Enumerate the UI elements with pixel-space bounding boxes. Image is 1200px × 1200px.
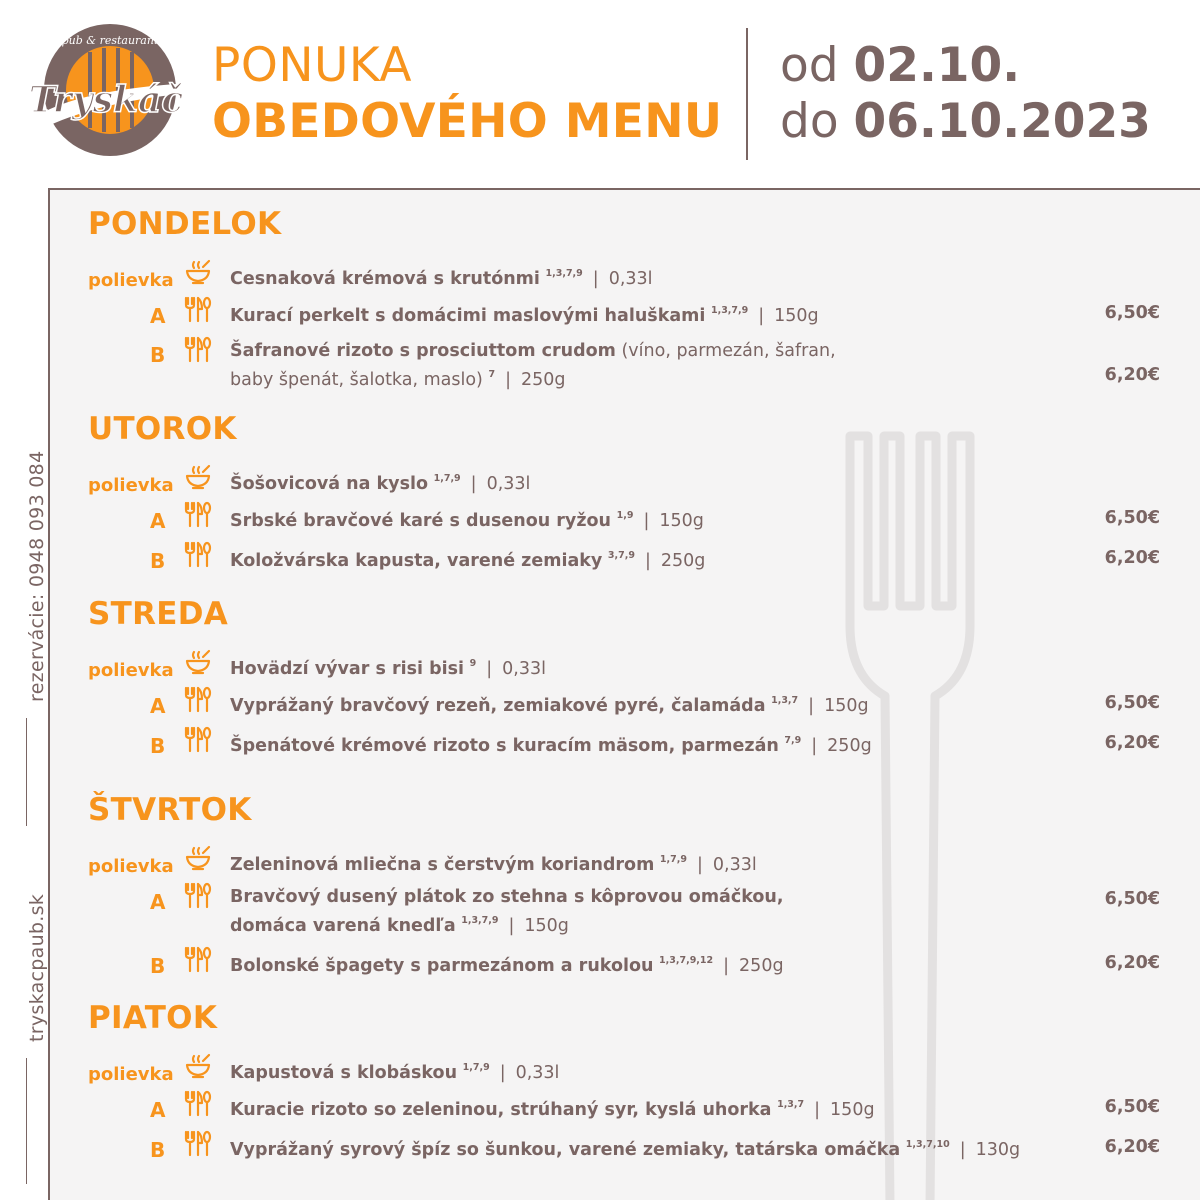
separator: | <box>592 269 599 289</box>
dish-name: Cesnaková krémová s krutónmi <box>230 269 540 289</box>
dish-name-cont: baby špenát, šalotka, maslo) <box>230 370 483 390</box>
date-to-prefix: do <box>780 94 839 149</box>
soup-bowl-icon <box>184 1052 212 1080</box>
meal-label-a: A <box>150 1098 166 1122</box>
allergens: 1,7,9 <box>462 1062 490 1073</box>
side-divider <box>26 1058 27 1184</box>
soup-bowl-icon <box>184 648 212 676</box>
reservation-phone: rezervácie: 0948 093 084 <box>26 450 48 702</box>
portion: 0,33l <box>515 1063 560 1083</box>
dish-extra: (víno, parmezán, šafran, <box>615 341 836 361</box>
menu-title <box>212 38 722 150</box>
separator: | <box>758 306 765 326</box>
allergens: 1,3,7,10 <box>905 1139 950 1150</box>
dish-name: Šošovicová na kyslo <box>230 474 429 494</box>
cutlery-icon <box>184 295 212 323</box>
separator: | <box>644 551 651 571</box>
day-heading: STREDA <box>88 596 229 632</box>
dish-line <box>230 652 546 681</box>
allergens: 1,7,9 <box>433 473 461 484</box>
dish-name: Vyprážaný bravčový rezeň, zemiakové pyré, čalamáda <box>230 696 766 716</box>
cutlery-icon <box>184 945 212 973</box>
dish-line <box>230 949 784 978</box>
soup-label: polievka <box>88 475 174 496</box>
side-strip <box>0 0 50 1200</box>
separator: | <box>808 696 815 716</box>
dish-line <box>230 1056 559 1085</box>
date-from-prefix: od <box>780 38 839 93</box>
dish-line <box>230 689 869 718</box>
cutlery-icon <box>184 685 212 713</box>
price-a: 6,50€ <box>1104 693 1160 713</box>
allergens: 1,7,9 <box>659 854 687 865</box>
meal-label-b: B <box>150 343 166 367</box>
portion: 0,33l <box>486 474 531 494</box>
dish-text <box>230 262 653 291</box>
dish-text <box>230 1133 1020 1162</box>
title-line-1: PONUKA <box>212 38 413 93</box>
fork-watermark-icon <box>840 426 980 1200</box>
price-b: 6,20€ <box>1104 733 1160 753</box>
day-heading: PIATOK <box>88 1000 218 1036</box>
logo-wordmark: Tryskáč <box>28 79 184 121</box>
dish-name: Kapustová s klobáskou <box>230 1063 458 1083</box>
meal-label-a: A <box>150 890 166 914</box>
separator: | <box>811 736 818 756</box>
portion: 250g <box>660 551 706 571</box>
allergens: 1,3,7 <box>777 1099 805 1110</box>
dish-text <box>230 949 784 978</box>
day-heading: ŠTVRTOK <box>88 792 252 828</box>
dish-text <box>230 467 530 496</box>
dish-name: Koložvárska kapusta, varené zemiaky <box>230 551 603 571</box>
allergens: 1,3,7,9,12 <box>659 955 714 966</box>
dish-line <box>230 339 836 363</box>
portion: 150g <box>659 511 704 531</box>
dish-line <box>230 467 530 496</box>
price-a: 6,50€ <box>1104 508 1160 528</box>
separator: | <box>959 1140 966 1160</box>
dish-name: Srbské bravčové karé s dusenou ryžou <box>230 511 612 531</box>
allergens: 7,9 <box>784 735 802 746</box>
dish-text <box>230 504 704 533</box>
dish-text <box>230 885 784 938</box>
allergens: 3,7,9 <box>607 550 635 561</box>
dish-text <box>230 729 872 758</box>
separator: | <box>486 659 493 679</box>
soup-bowl-icon <box>184 844 212 872</box>
meal-label-b: B <box>150 549 166 573</box>
restaurant-logo <box>26 22 186 162</box>
separator: | <box>814 1100 821 1120</box>
meal-label-a: A <box>150 694 166 718</box>
dish-line <box>230 885 784 909</box>
dish-name: Hovädzí vývar s risi bisi <box>230 659 465 679</box>
meal-label-b: B <box>150 954 166 978</box>
portion: 0,33l <box>712 855 757 875</box>
dish-name: Šafranové rizoto s prosciuttom crudom <box>230 341 616 361</box>
price-a: 6,50€ <box>1104 303 1160 323</box>
date-from: 02.10. <box>853 38 1021 93</box>
price-b: 6,20€ <box>1104 365 1160 385</box>
soup-label: polievka <box>88 1064 174 1085</box>
portion: 150g <box>830 1100 875 1120</box>
cutlery-icon <box>184 335 212 363</box>
website-text: tryskacpaub.sk <box>26 893 48 1042</box>
allergens: 1,3,7,9 <box>710 305 749 316</box>
separator: | <box>505 370 511 390</box>
cutlery-icon <box>184 500 212 528</box>
meal-label-b: B <box>150 734 166 758</box>
dish-line <box>230 299 819 328</box>
allergens: 1,3,7,9 <box>461 915 499 926</box>
menu-panel <box>48 188 1200 1200</box>
title-line-2: OBEDOVÉHO MENU <box>212 94 723 149</box>
price-b: 6,20€ <box>1104 953 1160 973</box>
dish-line <box>230 544 705 573</box>
portion: 0,33l <box>502 659 546 679</box>
cutlery-icon <box>184 725 212 753</box>
portion: 250g <box>521 370 566 390</box>
dish-line <box>230 909 784 938</box>
portion: 0,33l <box>608 269 653 289</box>
cutlery-icon <box>184 881 212 909</box>
dish-text <box>230 848 757 877</box>
dish-line <box>230 262 653 291</box>
date-to: 06.10.2023 <box>853 94 1151 149</box>
dish-line <box>230 729 872 758</box>
separator: | <box>643 511 650 531</box>
cutlery-icon <box>184 540 212 568</box>
dish-line <box>230 1093 875 1122</box>
dish-name: Zeleninová mliečna s čerstvým koriandrom <box>230 855 655 875</box>
separator: | <box>499 1063 506 1083</box>
meal-label-b: B <box>150 1138 166 1162</box>
separator: | <box>696 855 703 875</box>
soup-bowl-icon <box>184 258 212 286</box>
dish-name-cont: domáca varená knedľa <box>230 916 456 936</box>
dish-line <box>230 848 757 877</box>
dish-text <box>230 652 546 681</box>
cutlery-icon <box>184 1089 212 1117</box>
soup-bowl-icon <box>184 463 212 491</box>
dish-name: Vyprážaný syrový špíz so šunkou, varené zemiaky, tatárska omáčka <box>230 1140 901 1160</box>
side-divider <box>26 718 27 826</box>
meal-label-a: A <box>150 509 166 533</box>
dish-text <box>230 299 819 328</box>
meal-label-a: A <box>150 304 166 328</box>
dish-name: Bravčový dusený plátok zo stehna s kôprovou omáčkou, <box>230 887 784 907</box>
price-a: 6,50€ <box>1104 1097 1160 1117</box>
dish-text <box>230 689 869 718</box>
day-heading: PONDELOK <box>88 206 282 242</box>
separator: | <box>508 916 515 936</box>
dish-name: Bolonské špagety s parmezánom a rukolou <box>230 956 654 976</box>
portion: 250g <box>739 956 784 976</box>
soup-label: polievka <box>88 856 174 877</box>
dish-line <box>230 363 836 392</box>
portion: 130g <box>975 1140 1021 1160</box>
logo-subtext: pub & restaurant <box>61 34 159 47</box>
cutlery-icon <box>184 1129 212 1157</box>
dish-text <box>230 1056 559 1085</box>
header-divider <box>746 28 748 160</box>
dish-text <box>230 544 705 573</box>
separator: | <box>723 956 730 976</box>
dish-text <box>230 1093 875 1122</box>
allergens: 1,9 <box>616 510 634 521</box>
portion: 150g <box>774 306 819 326</box>
dish-text <box>230 339 836 392</box>
dish-name: Kuracie rizoto so zeleninou, strúhaný syr, kyslá uhorka <box>230 1100 772 1120</box>
price-b: 6,20€ <box>1104 1137 1160 1157</box>
soup-label: polievka <box>88 660 174 681</box>
portion: 150g <box>524 916 569 936</box>
date-range <box>780 38 1151 150</box>
dish-line <box>230 504 704 533</box>
allergens: 7 <box>488 369 496 380</box>
separator: | <box>470 474 477 494</box>
dish-name: Kurací perkelt s domácimi maslovými haluškami <box>230 306 706 326</box>
allergens: 1,3,7,9 <box>545 268 583 279</box>
price-b: 6,20€ <box>1104 548 1160 568</box>
portion: 150g <box>824 696 869 716</box>
allergens: 9 <box>469 658 477 669</box>
day-heading: UTOROK <box>88 411 237 447</box>
price-a: 6,50€ <box>1104 889 1160 909</box>
portion: 250g <box>827 736 872 756</box>
allergens: 1,3,7 <box>771 695 799 706</box>
soup-label: polievka <box>88 270 174 291</box>
dish-line <box>230 1133 1020 1162</box>
dish-name: Špenátové krémové rizoto s kuracím mäsom, parmezán <box>230 736 779 756</box>
